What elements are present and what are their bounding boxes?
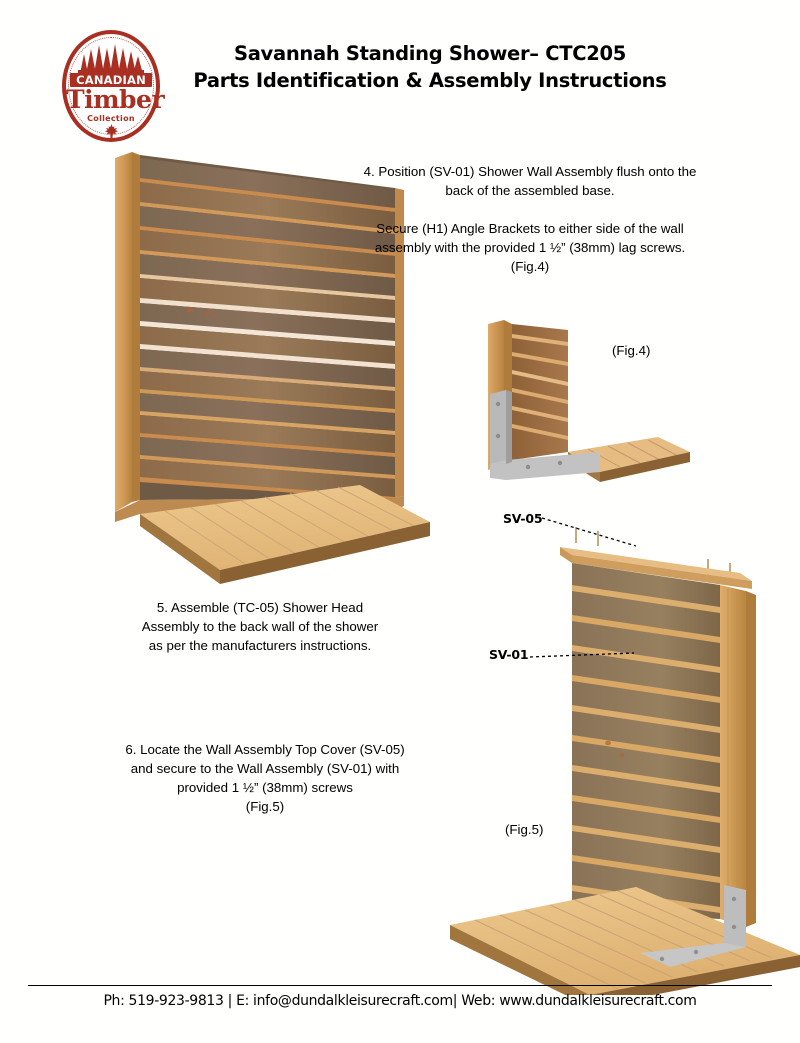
step5-line-1: 5. Assemble (TC-05) Shower Head [156, 600, 364, 615]
step4-line-1: 4. Position (SV-01) Shower Wall Assembly flush onto the [363, 164, 697, 179]
step4-spacer [296, 200, 764, 219]
logo-collection-text: Collection [87, 114, 135, 123]
title-line-1: Savannah Standing Shower– CTC205 [233, 42, 627, 65]
step4-line-3: Secure (H1) Angle Brackets to either side of the wall [376, 221, 684, 236]
step4-line-5: (Fig.4) [510, 259, 550, 274]
document-header [0, 0, 800, 140]
part-label-sv01: SV-01 [489, 647, 529, 662]
footer-divider [28, 985, 772, 986]
figure-4-caption: (Fig.4) [612, 343, 651, 358]
logo-timber-text: Timber [66, 85, 165, 114]
logo-canadian-text: CANADIAN [70, 73, 152, 87]
document-title [170, 40, 690, 94]
step6-line-1: 6. Locate the Wall Assembly Top Cover (SV-05) [125, 742, 405, 757]
instruction-step-4 [296, 162, 764, 276]
illustration-fig4-bracket-detail [480, 312, 690, 487]
maple-leaf-icon [105, 124, 118, 138]
step5-line-3: as per the manufacturers instructions. [148, 638, 372, 653]
footer-contact-info: Ph: 519-923-9813 | E: info@dundalkleisurecraft.com| Web: www.dundalkleisurecraft.com [103, 993, 697, 1009]
instruction-step-5 [60, 598, 460, 655]
illustration-fig5-assembly [440, 515, 800, 995]
step6-line-3: provided 1 ½” (38mm) screws [177, 780, 353, 795]
step6-line-2: and secure to the Wall Assembly (SV-01) with [130, 761, 400, 776]
part-label-sv05: SV-05 [503, 511, 543, 526]
tree-silhouette-icon [76, 44, 146, 74]
instruction-step-6 [60, 740, 470, 816]
figure-5-caption: (Fig.5) [505, 822, 544, 837]
step4-line-4: assembly with the provided 1 ½” (38mm) lag screws. [374, 240, 686, 255]
step6-line-4: (Fig.5) [245, 799, 285, 814]
step5-line-2: Assembly to the back wall of the shower [141, 619, 379, 634]
title-line-2: Parts Identification & Assembly Instructions [193, 69, 667, 92]
step4-line-2: back of the assembled base. [445, 183, 615, 198]
canadian-timber-logo [62, 30, 165, 142]
